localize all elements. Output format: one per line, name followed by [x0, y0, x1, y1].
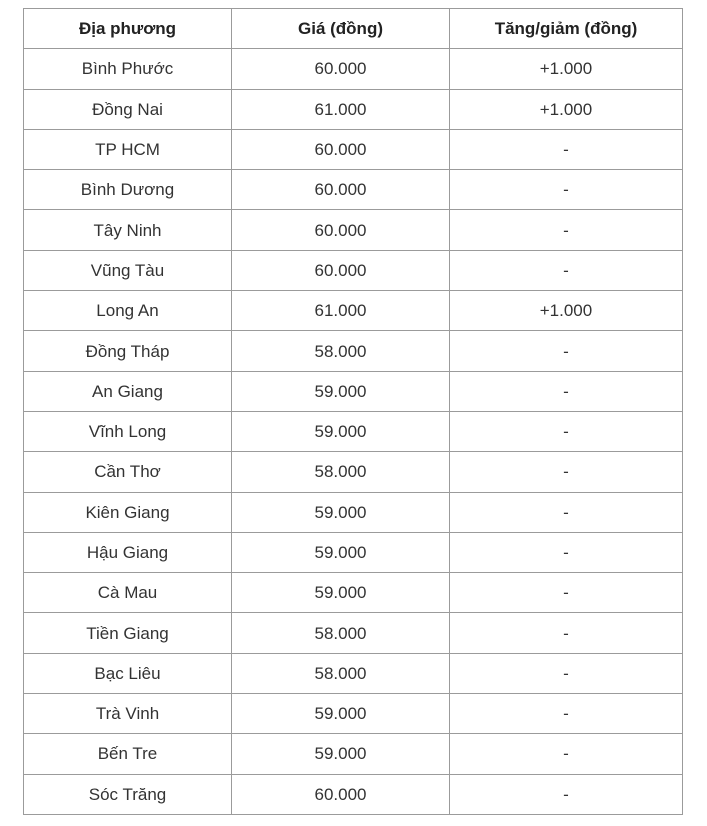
cell-region: Vĩnh Long — [24, 411, 232, 451]
cell-change: - — [450, 613, 683, 653]
cell-price: 59.000 — [232, 734, 450, 774]
cell-region: TP HCM — [24, 129, 232, 169]
cell-change: - — [450, 371, 683, 411]
cell-price: 60.000 — [232, 129, 450, 169]
table-row — [24, 573, 683, 613]
cell-region: Vũng Tàu — [24, 250, 232, 290]
cell-region: Cần Thơ — [24, 452, 232, 492]
cell-change: - — [450, 532, 683, 572]
price-table — [23, 8, 683, 815]
cell-change: - — [450, 774, 683, 814]
table-row — [24, 613, 683, 653]
header-change: Tăng/giảm (đồng) — [450, 9, 683, 49]
table-row — [24, 411, 683, 451]
cell-region: Bến Tre — [24, 734, 232, 774]
cell-region: Bình Dương — [24, 170, 232, 210]
cell-region: Bạc Liêu — [24, 653, 232, 693]
header-price: Giá (đồng) — [232, 9, 450, 49]
cell-price: 60.000 — [232, 774, 450, 814]
cell-change: - — [450, 734, 683, 774]
cell-change: - — [450, 331, 683, 371]
cell-change: +1.000 — [450, 49, 683, 89]
table-row — [24, 653, 683, 693]
cell-price: 58.000 — [232, 452, 450, 492]
table-body — [24, 49, 683, 815]
cell-price: 59.000 — [232, 573, 450, 613]
cell-region: Trà Vinh — [24, 694, 232, 734]
table-row — [24, 694, 683, 734]
table-row — [24, 210, 683, 250]
table-row — [24, 129, 683, 169]
cell-change: - — [450, 452, 683, 492]
cell-change: +1.000 — [450, 89, 683, 129]
table-row — [24, 734, 683, 774]
table-row — [24, 89, 683, 129]
cell-price: 59.000 — [232, 532, 450, 572]
cell-region: Bình Phước — [24, 49, 232, 89]
cell-change: - — [450, 170, 683, 210]
table-row — [24, 371, 683, 411]
cell-price: 60.000 — [232, 210, 450, 250]
table-row — [24, 250, 683, 290]
cell-region: Đồng Nai — [24, 89, 232, 129]
cell-region: Tiền Giang — [24, 613, 232, 653]
cell-change: - — [450, 411, 683, 451]
table-row — [24, 49, 683, 89]
cell-region: Tây Ninh — [24, 210, 232, 250]
cell-region: An Giang — [24, 371, 232, 411]
cell-change: - — [450, 653, 683, 693]
table-header-row — [24, 9, 683, 49]
cell-price: 60.000 — [232, 250, 450, 290]
cell-change: +1.000 — [450, 291, 683, 331]
cell-price: 59.000 — [232, 371, 450, 411]
cell-change: - — [450, 492, 683, 532]
cell-region: Kiên Giang — [24, 492, 232, 532]
cell-price: 60.000 — [232, 170, 450, 210]
table-row — [24, 331, 683, 371]
cell-change: - — [450, 694, 683, 734]
cell-price: 61.000 — [232, 291, 450, 331]
table-header — [24, 9, 683, 49]
price-table-container — [23, 8, 682, 815]
cell-price: 60.000 — [232, 49, 450, 89]
cell-price: 59.000 — [232, 411, 450, 451]
table-row — [24, 170, 683, 210]
cell-price: 58.000 — [232, 331, 450, 371]
table-row — [24, 492, 683, 532]
cell-price: 58.000 — [232, 653, 450, 693]
cell-price: 59.000 — [232, 694, 450, 734]
cell-change: - — [450, 573, 683, 613]
cell-change: - — [450, 250, 683, 290]
table-row — [24, 452, 683, 492]
table-row — [24, 774, 683, 814]
table-row — [24, 532, 683, 572]
cell-price: 58.000 — [232, 613, 450, 653]
cell-change: - — [450, 210, 683, 250]
cell-region: Hậu Giang — [24, 532, 232, 572]
cell-region: Đồng Tháp — [24, 331, 232, 371]
header-region: Địa phương — [24, 9, 232, 49]
cell-price: 61.000 — [232, 89, 450, 129]
cell-change: - — [450, 129, 683, 169]
cell-region: Cà Mau — [24, 573, 232, 613]
table-row — [24, 291, 683, 331]
cell-price: 59.000 — [232, 492, 450, 532]
cell-region: Long An — [24, 291, 232, 331]
cell-region: Sóc Trăng — [24, 774, 232, 814]
